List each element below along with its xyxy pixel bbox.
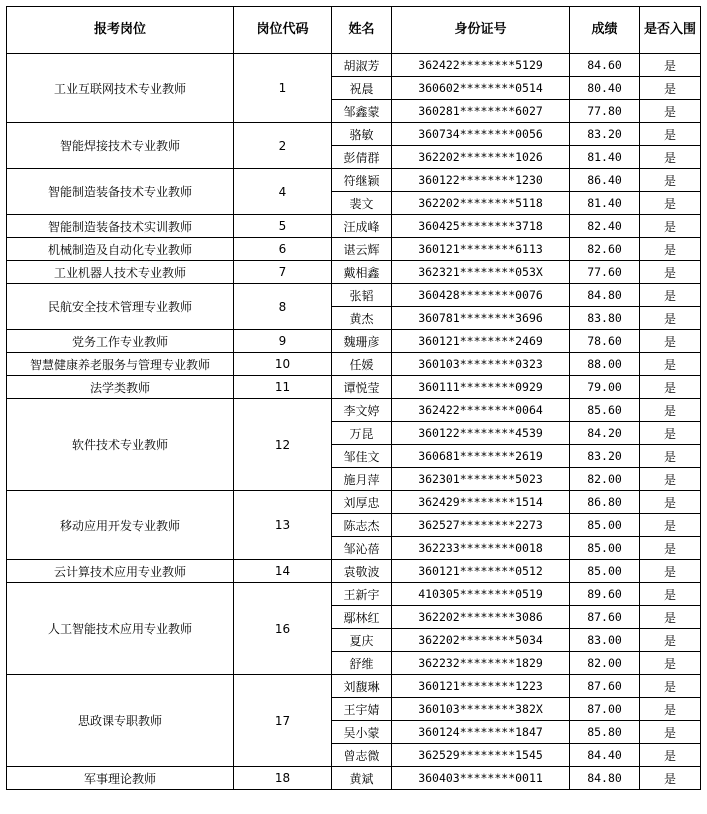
shortlisted-cell: 是	[640, 284, 701, 307]
name-cell: 刘馥琳	[332, 675, 392, 698]
position-cell: 军事理论教师	[7, 767, 234, 790]
shortlisted-cell: 是	[640, 583, 701, 606]
name-cell: 裴文	[332, 192, 392, 215]
name-cell: 祝晨	[332, 77, 392, 100]
position-code-cell: 7	[234, 261, 332, 284]
table-row	[7, 675, 701, 698]
name-cell: 施月萍	[332, 468, 392, 491]
id-number-cell: 360111********0929	[392, 376, 570, 399]
shortlisted-cell: 是	[640, 399, 701, 422]
shortlisted-cell: 是	[640, 215, 701, 238]
score-cell: 84.80	[570, 284, 640, 307]
shortlisted-cell: 是	[640, 721, 701, 744]
name-cell: 张韬	[332, 284, 392, 307]
score-cell: 87.00	[570, 698, 640, 721]
score-cell: 85.60	[570, 399, 640, 422]
position-cell: 软件技术专业教师	[7, 399, 234, 491]
score-cell: 82.60	[570, 238, 640, 261]
position-code-cell: 17	[234, 675, 332, 767]
id-number-cell: 410305********0519	[392, 583, 570, 606]
table-row	[7, 169, 701, 192]
score-cell: 80.40	[570, 77, 640, 100]
name-cell: 邹鑫蒙	[332, 100, 392, 123]
shortlisted-cell: 是	[640, 491, 701, 514]
shortlisted-cell: 是	[640, 606, 701, 629]
score-cell: 79.00	[570, 376, 640, 399]
position-cell: 智能焊接技术专业教师	[7, 123, 234, 169]
position-code-cell: 5	[234, 215, 332, 238]
name-cell: 黄斌	[332, 767, 392, 790]
position-code-cell: 14	[234, 560, 332, 583]
shortlisted-cell: 是	[640, 307, 701, 330]
id-number-cell: 362202********1026	[392, 146, 570, 169]
position-code-cell: 8	[234, 284, 332, 330]
header-row	[7, 7, 701, 54]
position-cell: 工业互联网技术专业教师	[7, 54, 234, 123]
shortlisted-cell: 是	[640, 468, 701, 491]
position-code-cell: 1	[234, 54, 332, 123]
id-number-cell: 360781********3696	[392, 307, 570, 330]
name-cell: 胡淑芳	[332, 54, 392, 77]
position-code-cell: 11	[234, 376, 332, 399]
id-number-cell: 362233********0018	[392, 537, 570, 560]
position-code-cell: 4	[234, 169, 332, 215]
shortlisted-cell: 是	[640, 537, 701, 560]
header-position: 报考岗位	[7, 7, 234, 54]
id-number-cell: 360281********6027	[392, 100, 570, 123]
table-row	[7, 284, 701, 307]
score-cell: 77.60	[570, 261, 640, 284]
name-cell: 汪成峰	[332, 215, 392, 238]
id-number-cell: 360602********0514	[392, 77, 570, 100]
score-cell: 85.00	[570, 560, 640, 583]
shortlisted-cell: 是	[640, 629, 701, 652]
shortlisted-cell: 是	[640, 353, 701, 376]
name-cell: 黄杰	[332, 307, 392, 330]
score-cell: 84.20	[570, 422, 640, 445]
shortlisted-cell: 是	[640, 146, 701, 169]
table-row	[7, 491, 701, 514]
score-cell: 86.80	[570, 491, 640, 514]
name-cell: 彭倩群	[332, 146, 392, 169]
score-cell: 83.00	[570, 629, 640, 652]
position-cell: 民航安全技术管理专业教师	[7, 284, 234, 330]
table-row	[7, 123, 701, 146]
shortlisted-cell: 是	[640, 77, 701, 100]
position-cell: 人工智能技术应用专业教师	[7, 583, 234, 675]
shortlisted-cell: 是	[640, 238, 701, 261]
id-number-cell: 362321********053X	[392, 261, 570, 284]
position-cell: 党务工作专业教师	[7, 330, 234, 353]
id-number-cell: 360734********0056	[392, 123, 570, 146]
shortlisted-cell: 是	[640, 652, 701, 675]
shortlisted-cell: 是	[640, 376, 701, 399]
score-cell: 85.80	[570, 721, 640, 744]
name-cell: 邹佳文	[332, 445, 392, 468]
score-cell: 87.60	[570, 675, 640, 698]
id-number-cell: 360403********0011	[392, 767, 570, 790]
table-row	[7, 767, 701, 790]
id-number-cell: 360103********0323	[392, 353, 570, 376]
score-cell: 83.80	[570, 307, 640, 330]
name-cell: 夏庆	[332, 629, 392, 652]
table-row	[7, 560, 701, 583]
position-code-cell: 16	[234, 583, 332, 675]
name-cell: 刘厚忠	[332, 491, 392, 514]
shortlisted-cell: 是	[640, 123, 701, 146]
header-position-code: 岗位代码	[234, 7, 332, 54]
score-cell: 87.60	[570, 606, 640, 629]
id-number-cell: 360428********0076	[392, 284, 570, 307]
table-body	[7, 54, 701, 790]
position-cell: 智能制造装备技术专业教师	[7, 169, 234, 215]
name-cell: 袁敬波	[332, 560, 392, 583]
score-cell: 81.40	[570, 146, 640, 169]
results-table	[6, 6, 701, 790]
table-row	[7, 353, 701, 376]
shortlisted-cell: 是	[640, 261, 701, 284]
name-cell: 谭悦莹	[332, 376, 392, 399]
id-number-cell: 360103********382X	[392, 698, 570, 721]
name-cell: 戴相鑫	[332, 261, 392, 284]
id-number-cell: 360681********2619	[392, 445, 570, 468]
header-id-number: 身份证号	[392, 7, 570, 54]
score-cell: 81.40	[570, 192, 640, 215]
id-number-cell: 360121********6113	[392, 238, 570, 261]
name-cell: 陈志杰	[332, 514, 392, 537]
name-cell: 王宇婧	[332, 698, 392, 721]
id-number-cell: 362529********1545	[392, 744, 570, 767]
score-cell: 78.60	[570, 330, 640, 353]
id-number-cell: 360122********4539	[392, 422, 570, 445]
score-cell: 84.40	[570, 744, 640, 767]
id-number-cell: 362527********2273	[392, 514, 570, 537]
position-code-cell: 12	[234, 399, 332, 491]
shortlisted-cell: 是	[640, 698, 701, 721]
shortlisted-cell: 是	[640, 767, 701, 790]
position-code-cell: 9	[234, 330, 332, 353]
table-row	[7, 261, 701, 284]
name-cell: 谌云辉	[332, 238, 392, 261]
id-number-cell: 360121********1223	[392, 675, 570, 698]
header-shortlisted: 是否入围	[640, 7, 701, 54]
id-number-cell: 362202********5118	[392, 192, 570, 215]
shortlisted-cell: 是	[640, 560, 701, 583]
id-number-cell: 362202********5034	[392, 629, 570, 652]
name-cell: 魏珊彦	[332, 330, 392, 353]
score-cell: 77.80	[570, 100, 640, 123]
position-code-cell: 13	[234, 491, 332, 560]
table-row	[7, 238, 701, 261]
table-row	[7, 376, 701, 399]
position-cell: 云计算技术应用专业教师	[7, 560, 234, 583]
score-cell: 84.60	[570, 54, 640, 77]
header-score: 成绩	[570, 7, 640, 54]
score-cell: 86.40	[570, 169, 640, 192]
position-cell: 法学类教师	[7, 376, 234, 399]
id-number-cell: 362422********0064	[392, 399, 570, 422]
id-number-cell: 360121********0512	[392, 560, 570, 583]
position-code-cell: 18	[234, 767, 332, 790]
name-cell: 符继颖	[332, 169, 392, 192]
header-name: 姓名	[332, 7, 392, 54]
table-row	[7, 54, 701, 77]
shortlisted-cell: 是	[640, 192, 701, 215]
position-cell: 思政课专职教师	[7, 675, 234, 767]
position-code-cell: 2	[234, 123, 332, 169]
shortlisted-cell: 是	[640, 54, 701, 77]
table-row	[7, 215, 701, 238]
name-cell: 吴小蒙	[332, 721, 392, 744]
id-number-cell: 362232********1829	[392, 652, 570, 675]
name-cell: 鄢林红	[332, 606, 392, 629]
name-cell: 任媛	[332, 353, 392, 376]
table-row	[7, 583, 701, 606]
score-cell: 85.00	[570, 537, 640, 560]
table-row	[7, 399, 701, 422]
shortlisted-cell: 是	[640, 422, 701, 445]
name-cell: 曾志微	[332, 744, 392, 767]
id-number-cell: 360124********1847	[392, 721, 570, 744]
score-cell: 82.40	[570, 215, 640, 238]
name-cell: 王新宇	[332, 583, 392, 606]
name-cell: 李文婷	[332, 399, 392, 422]
id-number-cell: 360425********3718	[392, 215, 570, 238]
score-cell: 82.00	[570, 468, 640, 491]
position-code-cell: 6	[234, 238, 332, 261]
score-cell: 82.00	[570, 652, 640, 675]
shortlisted-cell: 是	[640, 100, 701, 123]
name-cell: 邹沁蓓	[332, 537, 392, 560]
shortlisted-cell: 是	[640, 744, 701, 767]
score-cell: 84.80	[570, 767, 640, 790]
position-cell: 机械制造及自动化专业教师	[7, 238, 234, 261]
id-number-cell: 360122********1230	[392, 169, 570, 192]
score-cell: 88.00	[570, 353, 640, 376]
position-cell: 移动应用开发专业教师	[7, 491, 234, 560]
id-number-cell: 362202********3086	[392, 606, 570, 629]
shortlisted-cell: 是	[640, 514, 701, 537]
id-number-cell: 362422********5129	[392, 54, 570, 77]
position-cell: 工业机器人技术专业教师	[7, 261, 234, 284]
score-cell: 83.20	[570, 445, 640, 468]
position-cell: 智慧健康养老服务与管理专业教师	[7, 353, 234, 376]
id-number-cell: 362301********5023	[392, 468, 570, 491]
id-number-cell: 362429********1514	[392, 491, 570, 514]
shortlisted-cell: 是	[640, 330, 701, 353]
score-cell: 89.60	[570, 583, 640, 606]
score-cell: 83.20	[570, 123, 640, 146]
shortlisted-cell: 是	[640, 445, 701, 468]
shortlisted-cell: 是	[640, 675, 701, 698]
name-cell: 舒维	[332, 652, 392, 675]
id-number-cell: 360121********2469	[392, 330, 570, 353]
score-cell: 85.00	[570, 514, 640, 537]
table-row	[7, 330, 701, 353]
name-cell: 骆敏	[332, 123, 392, 146]
position-code-cell: 10	[234, 353, 332, 376]
name-cell: 万昆	[332, 422, 392, 445]
position-cell: 智能制造装备技术实训教师	[7, 215, 234, 238]
shortlisted-cell: 是	[640, 169, 701, 192]
